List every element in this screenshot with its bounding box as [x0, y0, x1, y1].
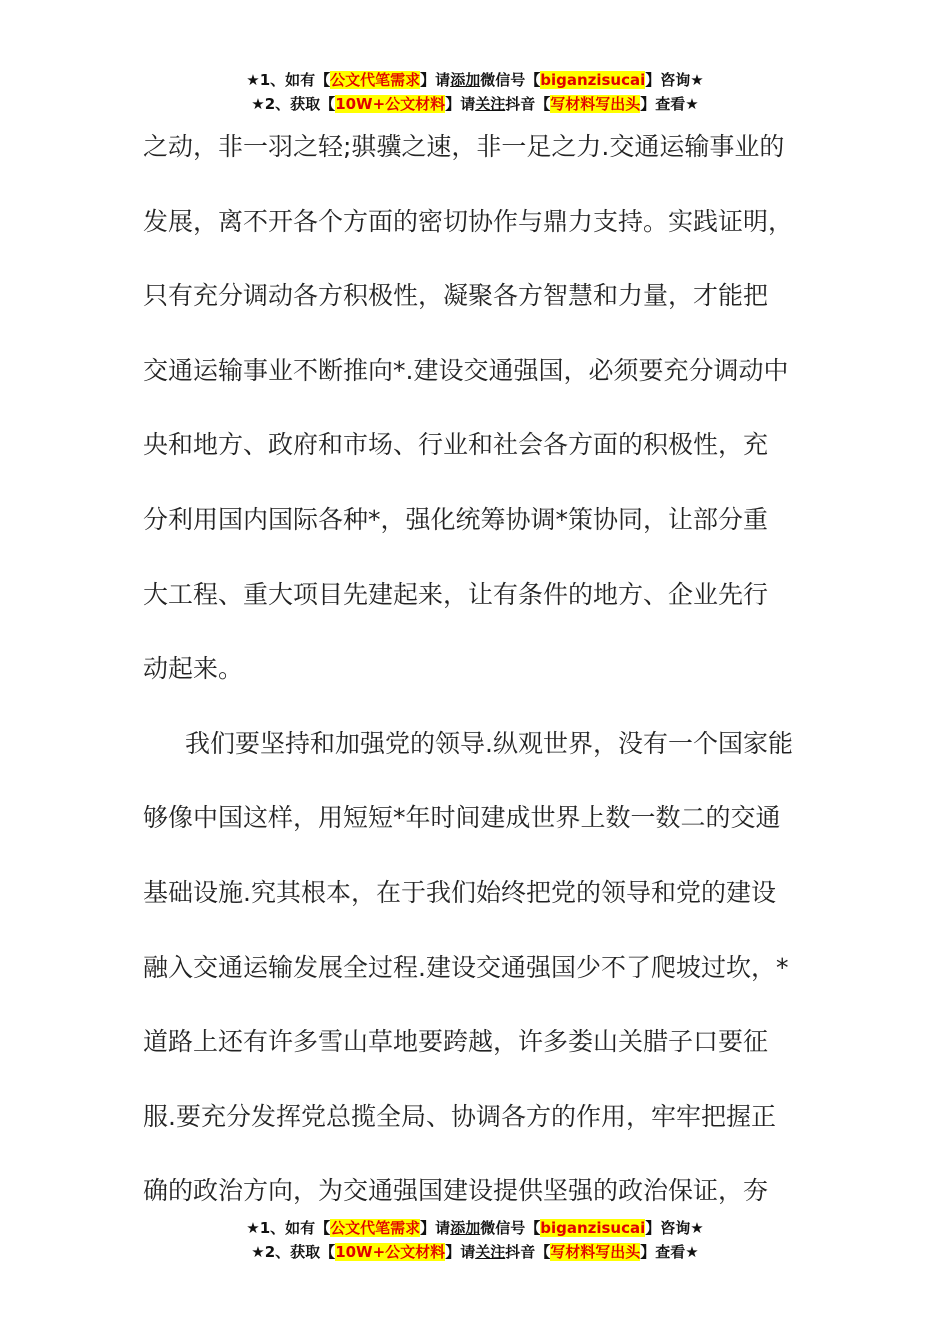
banner-text: 】请 [420, 1219, 451, 1237]
banner-underlined-text: 关注 [475, 95, 506, 113]
banner-highlight: 10W+公文材料 [335, 1243, 446, 1261]
banner-text: 】咨询★ [645, 1219, 704, 1237]
text-line: 交通运输事业不断推向*.建设交通强国，必须要充分调动中 [143, 355, 789, 385]
text-line: 道路上还有许多雪山草地要跨越，许多娄山关腊子口要征 [143, 1027, 769, 1057]
banner-underlined-text: 关注 [475, 1243, 506, 1261]
banner-line-1 [0, 1216, 950, 1240]
banner-highlight: 公文代笔需求 [330, 1219, 421, 1237]
banner-highlight: 10W+公文材料 [335, 95, 446, 113]
text-line: 发展，离不开各个方面的密切协作与鼎力支持。实践证明， [143, 206, 794, 236]
text-line: 基础设施.究其根本，在于我们始终把党的领导和党的建设 [143, 877, 776, 907]
banner-text: 】请 [445, 95, 476, 113]
text-line: 确的政治方向，为交通强国建设提供坚强的政治保证，夯 [143, 1176, 769, 1206]
banner-line-1 [0, 68, 950, 92]
text-line: 我们要坚持和加强党的领导.纵观世界，没有一个国家能 [185, 728, 793, 758]
paragraph-2 [143, 707, 813, 1229]
banner-text: 】查看★ [640, 95, 699, 113]
banner-text: ★2、获取【 [251, 95, 336, 113]
text-line: 融入交通运输发展全过程.建设交通强国少不了爬坡过坎，* [143, 952, 789, 982]
banner-text: 抖音【 [505, 1243, 551, 1261]
text-line: 大工程、重大项目先建起来，让有条件的地方、企业先行 [143, 579, 769, 609]
banner-text: 】请 [420, 71, 451, 89]
banner-text: 微信号【 [480, 1219, 541, 1237]
banner-wechat-id: biganzisucai [540, 71, 646, 89]
text-line: 只有充分调动各方积极性，凝聚各方智慧和力量，才能把 [143, 281, 769, 311]
paragraph-1 [143, 110, 813, 707]
text-line: 够像中国这样，用短短*年时间建成世界上数一数二的交通 [143, 803, 781, 833]
banner-text: 】请 [445, 1243, 476, 1261]
text-line: 之动，非一羽之轻;骐骥之速，非一足之力.交通运输事业的 [143, 132, 785, 161]
banner-text: ★2、获取【 [251, 1243, 336, 1261]
header-banner [0, 68, 950, 116]
banner-line-2 [0, 1240, 950, 1264]
banner-text: 】咨询★ [645, 71, 704, 89]
banner-text: ★1、如有【 [246, 71, 331, 89]
text-line: 服.要充分发挥党总揽全局、协调各方的作用，牢牢把握正 [143, 1101, 776, 1131]
banner-text: 抖音【 [505, 95, 551, 113]
banner-douyin-id: 写材料写出头 [550, 1243, 641, 1261]
footer-banner [0, 1216, 950, 1264]
banner-highlight: 公文代笔需求 [330, 71, 421, 89]
banner-text: ★1、如有【 [246, 1219, 331, 1237]
text-line: 央和地方、政府和市场、行业和社会各方面的积极性，充 [143, 430, 769, 460]
text-line: 分利用国内国际各种*，强化统筹协调*策协同，让部分重 [143, 504, 769, 534]
banner-text: 微信号【 [480, 71, 541, 89]
document-body [143, 110, 813, 1229]
banner-underlined-text: 添加 [450, 1219, 481, 1237]
text-line: 动起来。 [143, 654, 244, 684]
banner-underlined-text: 添加 [450, 71, 481, 89]
banner-text: 】查看★ [640, 1243, 699, 1261]
banner-douyin-id: 写材料写出头 [550, 95, 641, 113]
banner-wechat-id: biganzisucai [540, 1219, 646, 1237]
